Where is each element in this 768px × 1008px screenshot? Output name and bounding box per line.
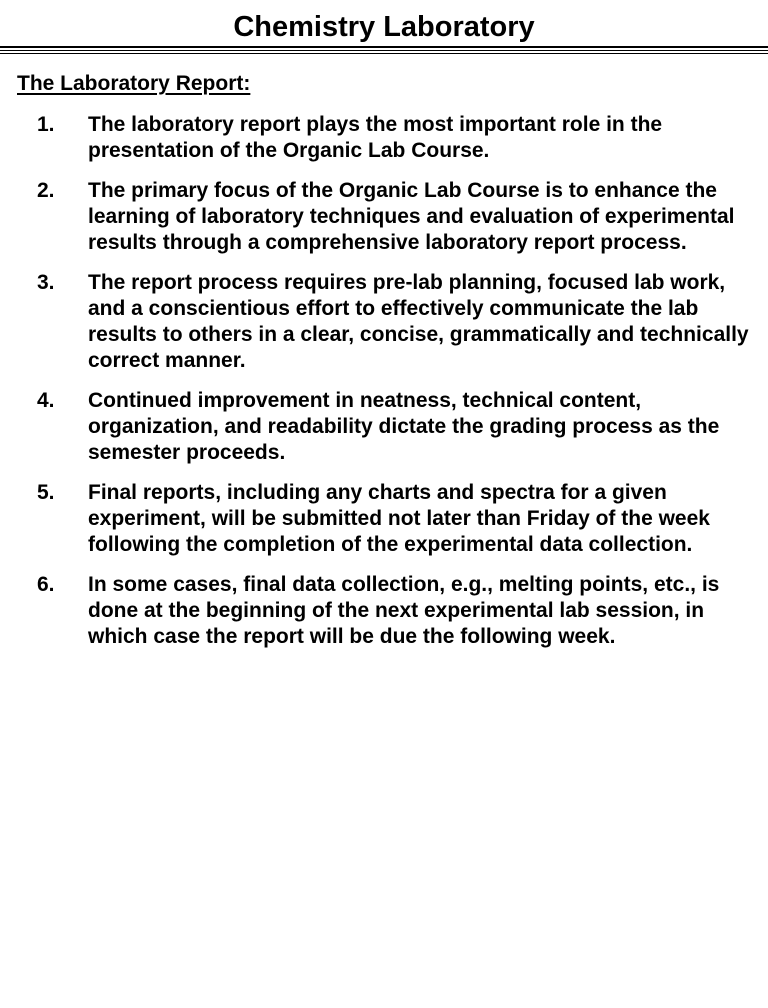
list-item bbox=[0, 270, 768, 374]
title-rule-thick bbox=[0, 46, 768, 48]
list-item-text: Continued improvement in neatness, technical content, organization, and readability dictate the grading process as the semester proceeds. bbox=[88, 389, 720, 464]
list-item-number: 2. bbox=[37, 179, 55, 202]
title-rule-middle bbox=[0, 50, 768, 51]
section-heading: The Laboratory Report: bbox=[17, 72, 251, 95]
list-item-number: 1. bbox=[37, 113, 55, 136]
list-item-number: 5. bbox=[37, 481, 55, 504]
page-title: Chemistry Laboratory bbox=[233, 11, 535, 43]
list-item-number: 6. bbox=[37, 573, 55, 596]
list-item-text: The report process requires pre-lab planning, focused lab work, and a conscientious effort to effectively communicate the lab results to others in a clear, concise, grammatically and technically correct manner. bbox=[88, 271, 749, 372]
list-item-number: 3. bbox=[37, 271, 55, 294]
list-item-text: Final reports, including any charts and spectra for a given experiment, will be submitted not later than Friday of the week following the completion of the experimental data collection. bbox=[88, 481, 710, 556]
list-item-text: The primary focus of the Organic Lab Course is to enhance the learning of laboratory techniques and evaluation of experimental results through a comprehensive laboratory report process. bbox=[88, 179, 735, 254]
list-item-number: 4. bbox=[37, 389, 55, 412]
report-guidelines-list bbox=[0, 112, 768, 664]
list-item-text: In some cases, final data collection, e.g., melting points, etc., is done at the beginning of the next experimental lab session, in which case the report will be due the following week. bbox=[88, 573, 720, 648]
list-item-text: The laboratory report plays the most important role in the presentation of the Organic Lab Course. bbox=[88, 113, 663, 162]
list-item bbox=[0, 178, 768, 256]
list-item bbox=[0, 388, 768, 466]
list-item bbox=[0, 112, 768, 164]
list-item bbox=[0, 572, 768, 650]
list-item bbox=[0, 480, 768, 558]
title-rule-bottom bbox=[0, 53, 768, 54]
